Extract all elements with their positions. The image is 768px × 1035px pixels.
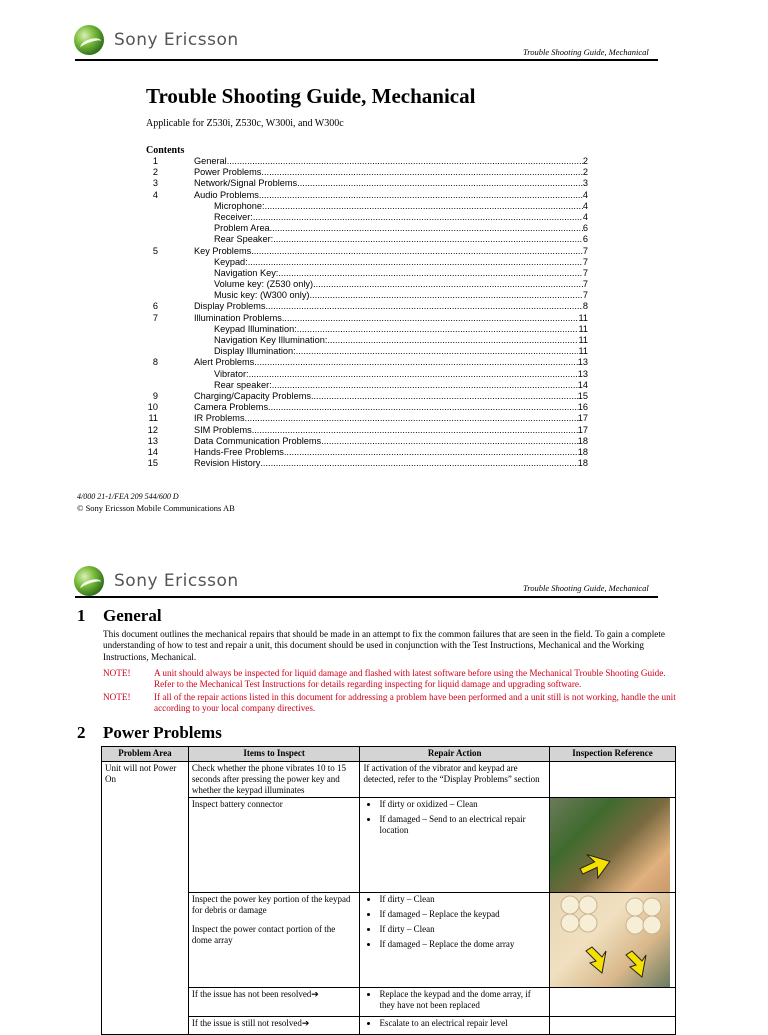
col-header-problem-area: Problem Area: [102, 747, 189, 762]
toc-number: [146, 201, 158, 212]
toc-number: 3: [152, 178, 158, 189]
toc-indent: [158, 268, 214, 279]
toc-number: [146, 279, 158, 290]
toc-label-group: [214, 212, 588, 223]
keypad-dome-photo: [550, 893, 670, 987]
toc-number: 10: [147, 402, 158, 413]
table-of-contents: [146, 156, 588, 469]
toc-indent: [158, 223, 214, 234]
contents-heading: Contents: [146, 145, 185, 156]
toc-label: Charging/Capacity Problems: [194, 390, 311, 401]
toc-leader: [321, 436, 578, 447]
toc-indent: [158, 402, 194, 413]
toc-label: Camera Problems: [194, 402, 269, 413]
note-label: NOTE!: [103, 668, 131, 678]
toc-leader: [284, 447, 578, 458]
toc-number: 8: [152, 357, 158, 368]
toc-entry[interactable]: [146, 324, 588, 335]
inspect-text: Inspect the power key portion of the keypad for debris or damage: [191, 894, 351, 915]
toc-leader: [270, 223, 583, 234]
toc-page: 15: [577, 390, 588, 401]
toc-number: [146, 257, 158, 268]
note-label: NOTE!: [103, 692, 131, 702]
toc-page: 8: [582, 301, 588, 312]
toc-number: 12: [147, 424, 158, 435]
toc-page: 13: [577, 368, 588, 379]
toc-entry[interactable]: [146, 413, 588, 424]
toc-page: 17: [577, 424, 588, 435]
toc-label: Music key: (W300 only): [214, 290, 310, 301]
toc-label: Power Problems: [194, 167, 262, 178]
toc-leader: [278, 268, 583, 279]
toc-label: Alert Problems: [194, 357, 255, 368]
toc-label-group: [214, 346, 588, 357]
toc-number: 7: [152, 312, 158, 323]
toc-label-group: [214, 257, 588, 268]
toc-leader: [251, 246, 583, 257]
toc-label-group: [194, 447, 588, 458]
toc-label-group: [194, 458, 588, 469]
toc-label-group: [194, 178, 588, 189]
toc-leader: [297, 178, 583, 189]
arrow-icon: [550, 893, 670, 987]
toc-indent: [158, 346, 214, 357]
toc-number: [146, 268, 158, 279]
toc-label-group: [194, 190, 588, 201]
toc-label-group: [214, 223, 588, 234]
action-cell: If activation of the vibrator and keypad are detected, refer to the “Display Problems” section: [360, 762, 550, 798]
list-item: • If dirty or oxidized – Clean: [379, 799, 546, 810]
list-item: • If damaged – Replace the dome array: [379, 939, 546, 950]
toc-indent: [158, 279, 214, 290]
brand-wordmark: Sony Ericsson: [114, 571, 239, 591]
col-header-repair-action: Repair Action: [360, 747, 550, 762]
toc-page: 6: [582, 234, 588, 245]
table-row: [102, 762, 676, 798]
toc-page: 11: [578, 346, 588, 357]
toc-label: Data Communication Problems: [194, 435, 322, 446]
toc-indent: [158, 212, 214, 223]
toc-label: Receiver:: [214, 211, 253, 222]
toc-indent: [158, 301, 194, 312]
section-title: Power Problems: [103, 723, 222, 742]
toc-leader: [260, 458, 577, 469]
toc-entry[interactable]: [146, 279, 588, 290]
toc-entry[interactable]: [146, 301, 588, 312]
toc-label: Rear Speaker:: [214, 234, 274, 245]
toc-page: 18: [577, 435, 588, 446]
action-cell: [360, 988, 550, 1017]
toc-label-group: [194, 313, 588, 324]
toc-indent: [158, 413, 194, 424]
toc-number: [146, 234, 158, 245]
brand-logo-page2: [74, 566, 239, 596]
toc-label-group: [194, 357, 588, 368]
toc-number: 1: [152, 156, 158, 166]
toc-entry[interactable]: [146, 357, 588, 368]
document-title: Trouble Shooting Guide, Mechanical: [146, 84, 476, 108]
toc-label: SIM Problems: [194, 424, 252, 435]
toc-entry[interactable]: [146, 391, 588, 402]
toc-indent: [158, 257, 214, 268]
toc-label: Volume key: (Z530 only): [214, 279, 314, 290]
table-row: [102, 988, 676, 1017]
toc-number: 2: [152, 167, 158, 178]
toc-page: 13: [577, 357, 588, 368]
toc-indent: [158, 246, 194, 257]
toc-indent: [158, 201, 214, 212]
toc-number: 15: [147, 458, 158, 469]
toc-leader: [265, 201, 583, 212]
toc-label-group: [214, 290, 588, 301]
toc-label-group: [194, 402, 588, 413]
toc-leader: [254, 357, 578, 368]
toc-label-group: [194, 436, 588, 447]
list-item: • If dirty – Clean: [379, 894, 546, 905]
toc-indent: [158, 290, 214, 301]
toc-entry[interactable]: [146, 223, 588, 234]
toc-page: 4: [582, 200, 588, 211]
toc-leader: [311, 391, 578, 402]
toc-entry[interactable]: [146, 246, 588, 257]
toc-entry[interactable]: [146, 458, 588, 469]
note-text: If all of the repair actions listed in this document for addressing a problem have been performed and a unit still is not working, handle the unit according to your local company directives.: [154, 692, 676, 714]
sony-ericsson-logo-icon: [74, 566, 104, 596]
toc-number: 14: [147, 446, 158, 457]
header-title: Trouble Shooting Guide, Mechanical: [523, 47, 649, 57]
toc-entry[interactable]: [146, 212, 588, 223]
toc-page: 3: [582, 178, 588, 189]
toc-label: Illumination Problems: [194, 312, 282, 323]
general-paragraph: This document outlines the mechanical repairs that should be made in an attempt to fix the common failures that are seen in the field. To gain a complete understanding of how to test and repair a unit, this document should be used in conjunction with the Test Instructions, Mechanical and the Working Instructions, Mechanical.: [103, 629, 666, 662]
toc-leader: [245, 413, 578, 424]
toc-entry[interactable]: [146, 201, 588, 212]
inspect-text: Inspect the power contact portion of the dome array: [191, 924, 336, 945]
toc-label-group: [194, 301, 588, 312]
toc-label-group: [214, 201, 588, 212]
table-row: [102, 798, 676, 893]
toc-label-group: [214, 369, 588, 380]
toc-indent: [158, 313, 194, 324]
header-title-page2: Trouble Shooting Guide, Mechanical: [523, 583, 649, 593]
toc-label: Keypad Illumination:: [214, 323, 297, 334]
toc-page: 7: [582, 256, 588, 267]
toc-indent: [158, 436, 194, 447]
toc-label-group: [194, 156, 588, 167]
toc-leader: [248, 257, 583, 268]
toc-entry[interactable]: [146, 190, 588, 201]
toc-page: 18: [577, 458, 588, 469]
toc-entry[interactable]: [146, 447, 588, 458]
toc-page: 4: [582, 189, 588, 200]
action-cell: [360, 1017, 550, 1035]
list-item: • If damaged – Replace the keypad: [379, 909, 546, 920]
reference-cell: [550, 762, 676, 798]
toc-page: 7: [582, 267, 588, 278]
section-heading-general: [77, 606, 162, 626]
toc-leader: [297, 324, 579, 335]
toc-label-group: [194, 246, 588, 257]
toc-page: 2: [582, 167, 588, 178]
applicable-models: Applicable for Z530i, Z530c, W300i, and W300c: [146, 118, 344, 129]
toc-entry[interactable]: [146, 402, 588, 413]
toc-number: 13: [147, 435, 158, 446]
toc-indent: [158, 234, 214, 245]
toc-label: Vibrator:: [214, 368, 249, 379]
power-problems-table: [101, 746, 676, 1035]
toc-number: [146, 290, 158, 301]
toc-leader: [313, 279, 583, 290]
toc-entry[interactable]: [146, 369, 588, 380]
toc-indent: [158, 156, 194, 167]
toc-entry[interactable]: [146, 436, 588, 447]
toc-label: Audio Problems: [194, 189, 259, 200]
toc-label: Network/Signal Problems: [194, 178, 298, 189]
toc-leader: [259, 190, 583, 201]
toc-label: Rear speaker:: [214, 379, 272, 390]
toc-label: Key Problems: [194, 245, 252, 256]
reference-cell: [550, 798, 676, 893]
toc-label: Microphone:: [214, 200, 265, 211]
inspect-cell: Check whether the phone vibrates 10 to 15 seconds after pressing the power key and whether the keypad illuminates: [188, 762, 360, 798]
toc-indent: [158, 447, 194, 458]
toc-page: 18: [577, 446, 588, 457]
list-item: • Escalate to an electrical repair level: [379, 1018, 546, 1029]
toc-entry[interactable]: [146, 156, 588, 167]
toc-label: IR Problems: [194, 413, 245, 424]
toc-entry[interactable]: [146, 313, 588, 324]
toc-page: 16: [577, 402, 588, 413]
toc-label-group: [214, 234, 588, 245]
action-cell: [360, 893, 550, 988]
action-cell: [360, 798, 550, 893]
section-title: General: [103, 606, 162, 625]
toc-page: 11: [578, 335, 588, 345]
toc-entry[interactable]: [146, 290, 588, 301]
toc-label-group: [194, 167, 588, 178]
inspect-cell: Inspect battery connector: [188, 798, 360, 893]
toc-label: Hands-Free Problems: [194, 446, 284, 457]
toc-label-group: [214, 324, 588, 335]
toc-label: Problem Area: [214, 223, 270, 234]
col-header-inspection-reference: Inspection Reference: [550, 747, 676, 762]
toc-leader: [272, 380, 578, 391]
toc-page: 2: [582, 156, 588, 166]
list-item: • Replace the keypad and the dome array, if they have not been replaced: [379, 989, 546, 1011]
toc-entry[interactable]: [146, 257, 588, 268]
toc-number: 9: [152, 390, 158, 401]
toc-page: 7: [582, 245, 588, 256]
toc-page: 7: [582, 279, 588, 290]
toc-entry[interactable]: [146, 234, 588, 245]
toc-indent: [158, 425, 194, 436]
toc-label-group: [214, 335, 588, 346]
toc-page: 4: [582, 211, 588, 222]
toc-indent: [158, 190, 194, 201]
toc-label: General: [194, 156, 227, 166]
toc-page: 17: [577, 413, 588, 424]
inspect-cell: If the issue has not been resolved➔: [188, 988, 360, 1017]
toc-page: 7: [582, 290, 588, 301]
toc-page: 14: [577, 379, 588, 390]
toc-label-group: [194, 391, 588, 402]
toc-label: Revision History: [194, 458, 261, 469]
header-rule: [75, 59, 658, 61]
toc-indent: [158, 380, 214, 391]
note-liquid-damage: [103, 668, 683, 691]
reference-cell: [550, 988, 676, 1017]
toc-leader: [265, 301, 582, 312]
toc-number: 4: [152, 189, 158, 200]
toc-leader: [282, 313, 579, 324]
reference-cell: [550, 893, 676, 988]
toc-label-group: [214, 380, 588, 391]
toc-indent: [158, 335, 214, 346]
toc-page: 11: [578, 323, 588, 334]
section-heading-power: [77, 723, 222, 743]
toc-label: Keypad:: [214, 256, 248, 267]
toc-indent: [158, 167, 194, 178]
reference-cell: [550, 1017, 676, 1035]
toc-indent: [158, 458, 194, 469]
inspect-cell: If the issue is still not resolved➔: [188, 1017, 360, 1035]
toc-number: [146, 346, 158, 357]
toc-label-group: [214, 268, 588, 279]
toc-indent: [158, 391, 194, 402]
toc-indent: [158, 369, 214, 380]
toc-entry[interactable]: [146, 268, 588, 279]
toc-leader: [261, 167, 582, 178]
col-header-items-to-inspect: Items to Inspect: [188, 747, 360, 762]
copyright: © Sony Ericsson Mobile Communications AB: [77, 503, 235, 513]
list-item: • If damaged – Send to an electrical repair location: [379, 814, 546, 836]
toc-leader: [253, 212, 583, 223]
brand-wordmark: Sony Ericsson: [114, 30, 239, 50]
toc-number: [146, 212, 158, 223]
note-text: A unit should always be inspected for liquid damage and flashed with latest software before using the Mechanical Trouble Shooting Guide. Refer to the Mechanical Test Instructions for details regarding inspecting for liquid damage and upgrading software.: [154, 668, 666, 690]
toc-indent: [158, 324, 214, 335]
inspect-cell: [188, 893, 360, 988]
toc-entry[interactable]: [146, 167, 588, 178]
table-row: [102, 1017, 676, 1035]
toc-label: Display Problems: [194, 301, 266, 312]
toc-leader: [273, 234, 583, 245]
toc-number: [146, 369, 158, 380]
toc-leader: [227, 156, 583, 167]
toc-indent: [158, 357, 194, 368]
toc-leader: [296, 346, 579, 357]
section-number: 2: [77, 723, 86, 742]
toc-number: [146, 335, 158, 346]
list-item: • If dirty – Clean: [379, 924, 546, 935]
toc-label: Navigation Key:: [214, 267, 279, 278]
toc-leader: [268, 402, 578, 413]
toc-entry[interactable]: [146, 335, 588, 346]
toc-indent: [158, 178, 194, 189]
toc-number: [146, 324, 158, 335]
toc-label: Display Illumination:: [214, 346, 296, 357]
table-row: [102, 893, 676, 988]
toc-page: 11: [578, 312, 588, 323]
toc-label: Navigation Key Illumination:: [214, 335, 328, 345]
toc-number: 11: [148, 413, 158, 424]
section-number: 1: [77, 606, 86, 625]
toc-label-group: [194, 413, 588, 424]
toc-page: 6: [582, 223, 588, 234]
toc-leader: [252, 425, 578, 436]
toc-label-group: [194, 425, 588, 436]
document-number: 4/000 21-1/FEA 209 544/600 D: [77, 492, 179, 501]
toc-number: 6: [152, 301, 158, 312]
toc-label-group: [214, 279, 588, 290]
toc-leader: [309, 290, 582, 301]
header-rule-page2: [75, 596, 658, 598]
battery-connector-photo: [550, 798, 670, 892]
toc-entry[interactable]: [146, 425, 588, 436]
toc-number: [146, 223, 158, 234]
table-header-row: [102, 747, 676, 762]
problem-area-cell: Unit will not Power On: [102, 762, 189, 1035]
toc-leader: [327, 335, 578, 346]
toc-entry[interactable]: [146, 346, 588, 357]
toc-entry[interactable]: [146, 380, 588, 391]
brand-logo: [74, 25, 239, 55]
toc-number: 5: [152, 245, 158, 256]
toc-number: [146, 380, 158, 391]
toc-entry[interactable]: [146, 178, 588, 189]
arrow-icon: [550, 798, 670, 892]
toc-leader: [249, 369, 578, 380]
sony-ericsson-logo-icon: [74, 25, 104, 55]
note-escalation: [103, 692, 683, 715]
